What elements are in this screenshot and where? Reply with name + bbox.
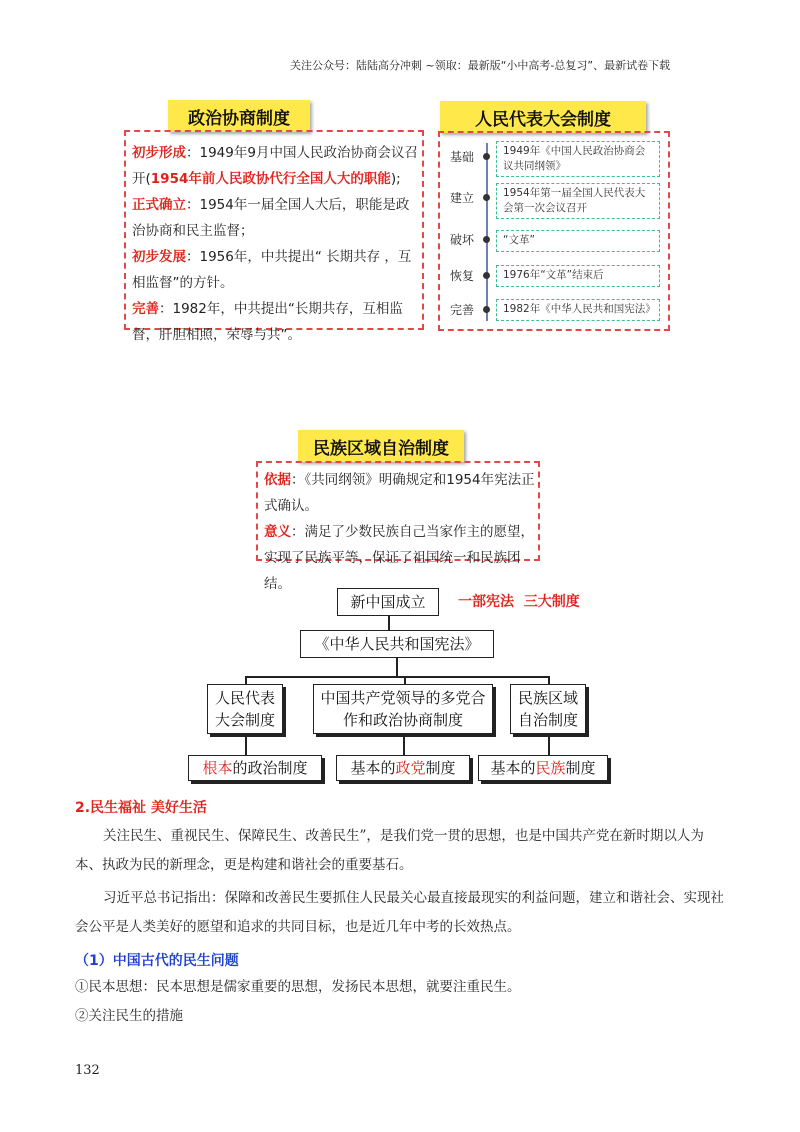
cppcc-label-2: 正式确立	[132, 197, 186, 213]
timeline-item-3: “文革”	[496, 230, 660, 252]
npc-box	[438, 131, 670, 331]
connector	[245, 737, 247, 755]
header-note: 关注公众号：陆陆高分冲刺 ~领取：最新版“小中高考-总复习”、最新试卷下载	[290, 59, 671, 72]
timeline-dot-3	[483, 236, 490, 243]
timeline-label-5: 完善	[450, 303, 475, 317]
timeline-dot-2	[483, 194, 490, 201]
npc-title: 人民代表大会制度	[440, 101, 646, 133]
cppcc-label-4: 完善	[132, 301, 159, 317]
autonomy-basis-text: ：《共同纲领》明确规定和1954年宪法正式确认。	[264, 472, 535, 514]
cppcc-line-3: 初步发展：1956年，中共提出“ 长期共存 ，互相监督”的方针。	[132, 249, 412, 291]
sub-heading: （1）中国古代的民生问题	[75, 953, 239, 969]
cppcc-label-3: 初步发展	[132, 249, 186, 265]
paragraph-2: 习近平总书记指出：保障和改善民生要抓住人民最关心最直接最现实的利益问题，建立和谐社会、实现社会公平是人类美好的愿望和追求的共同目标，也是近几年中考的长效热点。	[75, 890, 724, 935]
connector	[403, 737, 405, 755]
timeline-item-1: 1949年《中国人民政治协商会议共同纲领》	[496, 141, 660, 177]
timeline-item-4: 1976年“文革”结束后	[496, 265, 660, 287]
timeline-item-2: 1954年第一届全国人民代表大会第一次会议召开	[496, 183, 660, 219]
cppcc-title: 政治协商制度	[168, 100, 310, 132]
diagram-root: 新中国成立	[337, 588, 439, 616]
connector	[245, 676, 549, 678]
timeline-label-3: 破坏	[450, 233, 475, 247]
system-box-cppcc: 中国共产党领导的多党合作和政治协商制度	[313, 684, 493, 734]
connector	[388, 616, 390, 630]
connector	[396, 658, 398, 676]
timeline-line	[486, 143, 488, 321]
timeline-item-5: 1982年《中华人民共和国宪法》	[496, 299, 660, 321]
autonomy-title: 民族区域自治制度	[298, 430, 464, 462]
cppcc-line-4: 完善：1982年，中共提出“长期共存，互相监督，肝胆相照，荣辱与共”。	[132, 301, 403, 343]
cppcc-label-1: 初步形成	[132, 145, 186, 161]
bottom-box-3: 基本的 民族 制度	[478, 755, 608, 781]
item-1: ①民本思想：民本思想是儒家重要的思想，发扬民本思想，就要注重民生。	[75, 979, 521, 995]
timeline-dot-1	[483, 153, 490, 160]
paragraph-1: 关注民生、重视民生、保障民生、改善民生”，是我们党一贯的思想，也是中国共产党在新时期以人为本、执政为民的新理念，更是构建和谐社会的重要基石。	[75, 828, 704, 873]
bottom-box-1: 根本 的政治制度	[188, 755, 322, 781]
section-heading: 2.民生福祉 美好生活	[75, 800, 207, 816]
page-number: 132	[75, 1063, 100, 1078]
bottom-box-2: 基本的 政党 制度	[336, 755, 470, 781]
cppcc-line-1: 初步形成：1949年9月中国人民政治协商会议召开(1954年前人民政协代行全国人大的职能);	[132, 145, 418, 187]
timeline-dot-5	[483, 306, 490, 313]
autonomy-meaning-text: ：满足了少数民族自己当家作主的愿望，实现了民族平等，保证了祖国统一和民族团结。	[264, 524, 534, 592]
cppcc-box	[124, 130, 424, 343]
connector	[548, 737, 550, 755]
system-box-npc: 人民代表大会制度	[207, 684, 283, 734]
item-2: ②关注民生的措施	[75, 1008, 183, 1024]
timeline-label-2: 建立	[450, 191, 475, 205]
autonomy-box	[256, 461, 540, 592]
connector	[245, 676, 247, 684]
timeline-label-4: 恢复	[450, 269, 475, 283]
autonomy-meaning-label: 意义	[264, 524, 291, 540]
diagram-note: 一部宪法 三大制度	[458, 594, 580, 610]
connector	[404, 676, 406, 684]
timeline-label-1: 基础	[450, 150, 475, 164]
cppcc-line-2: 正式确立：1954年一届全国人大后，职能是政治协商和民主监督；	[132, 197, 410, 239]
diagram-constitution: 《中华人民共和国宪法》	[300, 630, 494, 658]
autonomy-basis-label: 依据	[264, 472, 291, 488]
system-box-autonomy: 民族区域自治制度	[510, 684, 586, 734]
connector	[548, 676, 550, 684]
timeline-dot-4	[483, 272, 490, 279]
